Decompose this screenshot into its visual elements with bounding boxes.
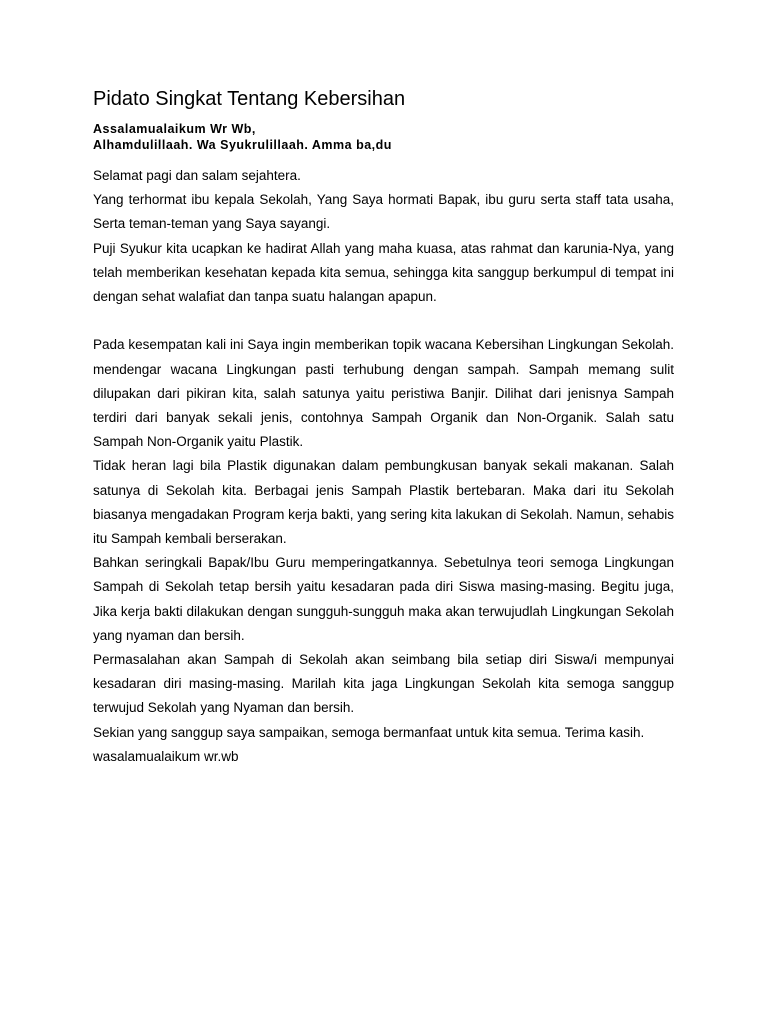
paragraph: Yang terhormat ibu kepala Sekolah, Yang Saya hormati Bapak, ibu guru serta staff tata usaha, Serta teman-teman yang Saya sayangi. xyxy=(93,192,674,232)
paragraph: Bahkan seringkali Bapak/Ibu Guru memperingatkannya. Sebetulnya teori semoga Lingkungan Sampah di Sekolah tetap bersih yaitu kesadaran pada diri Siswa masing-masing. Begitu juga, Jika kerja bakti dilakukan dengan sungguh-sungguh maka akan terwujudlah Lingkungan Sekolah yang nyaman dan bersih. xyxy=(93,555,674,643)
closing-greeting: wasalamualaikum wr.wb xyxy=(93,748,239,764)
document-title: Pidato Singkat Tentang Kebersihan xyxy=(93,88,406,110)
opening-greeting xyxy=(93,121,392,153)
greeting-line: Alhamdulillaah. Wa Syukrulillaah. Amma ba,du xyxy=(93,138,392,152)
paragraph: Permasalahan akan Sampah di Sekolah akan seimbang bila setiap diri Siswa/i mempunyai kesadaran diri masing-masing. Marilah kita jaga Lingkungan Sekolah kita semoga sanggup terwujud Sekolah yang Nyaman dan bersih. xyxy=(93,652,674,716)
paragraph: Tidak heran lagi bila Plastik digunakan dalam pembungkusan banyak sekali makanan. Salah satunya di Sekolah kita. Berbagai jenis Sampah Plastik bertebaran. Maka dari itu Sekolah biasanya mengadakan Program kerja bakti, yang sering kita lakukan di Sekolah. Namun, sehabis itu Sampah kembali berserakan. xyxy=(93,458,674,547)
paragraph: Selamat pagi dan salam sejahtera. xyxy=(93,168,301,183)
paragraph: Sekian yang sanggup saya sampaikan, semoga bermanfaat untuk kita semua. Terima kasih. xyxy=(93,724,645,740)
greeting-line: Assalamualaikum Wr Wb, xyxy=(93,122,256,136)
paragraph: Puji Syukur kita ucapkan ke hadirat Allah yang maha kuasa, atas rahmat dan karunia-Nya, yang telah memberikan kesehatan kepada kita semua, sehingga kita sanggup berkumpul di tempat ini dengan sehat walafiat dan tanpa suatu halangan apapun. xyxy=(93,240,674,305)
paragraph: Pada kesempatan kali ini Saya ingin memberikan topik wacana Kebersihan Lingkungan Sekolah. mendengar wacana Lingkungan pasti terhubung dengan sampah. Sampah memang sulit dilupakan dari pikiran kita, salah satunya yaitu peristiwa Banjir. Dilihat dari jenisnya Sampah terdiri dari banyak sekali jenis, contohnya Sampah Organik dan Non-Organik. Salah satu Sampah Non-Organik yaitu Plastik. xyxy=(93,337,674,450)
speech-body xyxy=(93,164,674,769)
